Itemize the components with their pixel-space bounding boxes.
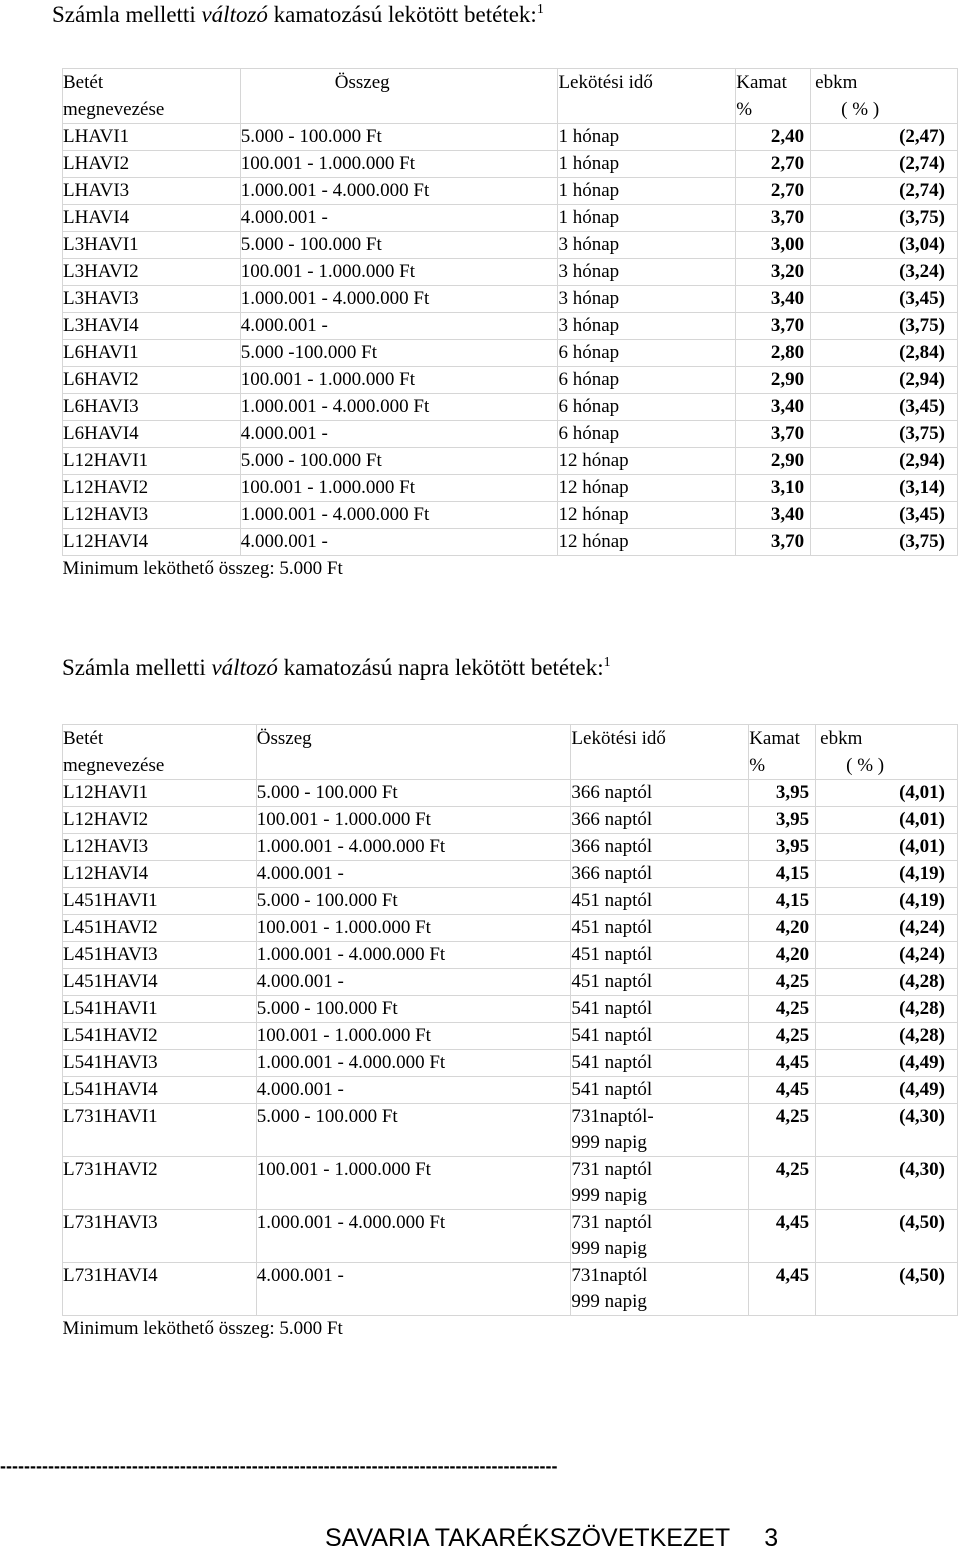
deposit-amount: 5.000 - 100.000 Ft <box>240 124 558 151</box>
table-row <box>63 834 958 861</box>
header-label: ( % ) <box>841 99 880 120</box>
term-from: 541 naptól <box>571 998 653 1019</box>
deposit-name: L6HAVI4 <box>63 421 241 448</box>
page-number: 3 <box>764 1524 779 1552</box>
deposit-name: L731HAVI4 <box>63 1263 257 1316</box>
interest-rate: 4,20 <box>749 942 816 969</box>
table-row <box>63 942 958 969</box>
header-label: megnevezése <box>63 99 165 120</box>
deposit-amount: 1.000.001 - 4.000.000 Ft <box>240 178 558 205</box>
ebkm-value: (3,45) <box>811 394 958 421</box>
header-label: Kamat <box>736 72 787 93</box>
term-from: 541 naptól <box>571 1079 653 1100</box>
interest-rate: 3,95 <box>749 807 816 834</box>
deposit-name: L451HAVI2 <box>63 915 257 942</box>
deposit-amount: 1.000.001 - 4.000.000 Ft <box>240 502 558 529</box>
deposit-name: L3HAVI3 <box>63 286 241 313</box>
header-ebkm <box>811 69 958 124</box>
separator-line: --------------------------------------------------------------------------------------------- <box>0 1456 558 1476</box>
deposit-amount: 4.000.001 - <box>256 1077 571 1104</box>
deposit-term <box>571 834 749 861</box>
interest-rate: 4,20 <box>749 915 816 942</box>
ebkm-value: (2,74) <box>811 151 958 178</box>
interest-rate: 3,95 <box>749 834 816 861</box>
ebkm-value: (4,01) <box>816 807 958 834</box>
deposit-name: L3HAVI2 <box>63 259 241 286</box>
deposit-amount: 4.000.001 - <box>256 969 571 996</box>
deposit-amount: 100.001 - 1.000.000 Ft <box>240 367 558 394</box>
deposit-term <box>571 1157 749 1210</box>
deposit-term: 3 hónap <box>558 232 736 259</box>
interest-rate: 3,95 <box>749 780 816 807</box>
table-row <box>63 1104 958 1157</box>
deposit-amount: 1.000.001 - 4.000.000 Ft <box>256 1210 571 1263</box>
minimum-row <box>63 1316 958 1343</box>
deposit-name: L451HAVI3 <box>63 942 257 969</box>
deposit-term: 3 hónap <box>558 259 736 286</box>
deposit-term <box>571 1077 749 1104</box>
deposit-amount: 100.001 - 1.000.000 Ft <box>256 1157 571 1210</box>
table-row <box>63 780 958 807</box>
ebkm-value: (3,75) <box>811 205 958 232</box>
table-row <box>63 861 958 888</box>
term-from: 451 naptól <box>571 971 653 992</box>
deposit-name: L12HAVI4 <box>63 529 241 556</box>
ebkm-value: (2,84) <box>811 340 958 367</box>
ebkm-value: (4,28) <box>816 1023 958 1050</box>
term-from: 366 naptól <box>571 782 653 803</box>
deposit-name: L6HAVI2 <box>63 367 241 394</box>
ebkm-value: (4,50) <box>816 1263 958 1316</box>
table-row <box>63 915 958 942</box>
interest-rate: 2,90 <box>736 367 811 394</box>
deposit-term <box>571 1263 749 1316</box>
deposit-amount: 4.000.001 - <box>256 861 571 888</box>
header-row <box>63 725 958 780</box>
header-label: Betét <box>63 72 104 93</box>
deposit-term: 12 hónap <box>558 502 736 529</box>
deposit-term <box>571 1050 749 1077</box>
deposit-amount: 1.000.001 - 4.000.000 Ft <box>256 942 571 969</box>
interest-rate: 3,10 <box>736 475 811 502</box>
deposit-term: 12 hónap <box>558 475 736 502</box>
deposit-term: 3 hónap <box>558 286 736 313</box>
table-row <box>63 313 958 340</box>
ebkm-value: (4,01) <box>816 834 958 861</box>
interest-rate: 4,25 <box>749 996 816 1023</box>
table-row <box>63 1050 958 1077</box>
deposit-name: L12HAVI1 <box>63 780 257 807</box>
deposit-term <box>571 1104 749 1157</box>
deposit-name: L12HAVI3 <box>63 502 241 529</box>
table-row <box>63 1077 958 1104</box>
deposit-amount: 5.000 - 100.000 Ft <box>256 780 571 807</box>
ebkm-value: (3,04) <box>811 232 958 259</box>
deposit-term: 1 hónap <box>558 124 736 151</box>
daily-deposit-table <box>62 724 958 1342</box>
term-to: 999 napig <box>571 1185 647 1206</box>
interest-rate: 4,15 <box>749 888 816 915</box>
header-amount: Összeg <box>256 725 571 780</box>
ebkm-value: (2,47) <box>811 124 958 151</box>
deposit-amount: 5.000 -100.000 Ft <box>240 340 558 367</box>
deposit-amount: 5.000 - 100.000 Ft <box>256 996 571 1023</box>
term-from: 731 naptól <box>571 1159 653 1180</box>
deposit-term <box>571 1023 749 1050</box>
deposit-name: L731HAVI3 <box>63 1210 257 1263</box>
title-emphasis: változó <box>201 2 268 27</box>
table-row <box>63 205 958 232</box>
ebkm-value: (2,74) <box>811 178 958 205</box>
deposit-term <box>571 780 749 807</box>
interest-rate: 2,70 <box>736 151 811 178</box>
table-row <box>63 421 958 448</box>
minimum-amount-note: Minimum leköthető összeg: 5.000 Ft <box>62 558 343 579</box>
deposit-term <box>571 861 749 888</box>
interest-rate: 3,20 <box>736 259 811 286</box>
term-from: 451 naptól <box>571 944 653 965</box>
deposit-term: 6 hónap <box>558 421 736 448</box>
interest-rate: 2,70 <box>736 178 811 205</box>
header-label: Kamat <box>749 728 800 749</box>
title-text: kamatozású napra lekötött betétek: <box>277 655 604 680</box>
company-name: SAVARIA TAKARÉKSZÖVETKEZET <box>325 1524 731 1552</box>
term-from: 366 naptól <box>571 836 653 857</box>
table-row <box>63 340 958 367</box>
term-from: 451 naptól <box>571 917 653 938</box>
table-row <box>63 178 958 205</box>
deposit-term: 6 hónap <box>558 340 736 367</box>
deposit-term: 12 hónap <box>558 448 736 475</box>
ebkm-value: (2,94) <box>811 367 958 394</box>
deposit-amount: 4.000.001 - <box>240 529 558 556</box>
deposit-term: 12 hónap <box>558 529 736 556</box>
fixed-deposit-table <box>62 68 958 582</box>
header-label: Betét <box>63 728 104 749</box>
ebkm-value: (3,75) <box>811 421 958 448</box>
interest-rate: 3,40 <box>736 394 811 421</box>
deposit-amount: 5.000 - 100.000 Ft <box>256 1104 571 1157</box>
header-label: % <box>736 99 753 120</box>
minimum-row <box>63 556 958 583</box>
ebkm-value: (3,75) <box>811 529 958 556</box>
deposit-amount: 100.001 - 1.000.000 Ft <box>256 915 571 942</box>
deposit-name: L12HAVI4 <box>63 861 257 888</box>
deposit-name: L541HAVI2 <box>63 1023 257 1050</box>
interest-rate: 2,80 <box>736 340 811 367</box>
title-emphasis: változó <box>211 655 278 680</box>
deposit-name: L451HAVI1 <box>63 888 257 915</box>
table-row <box>63 1210 958 1263</box>
table-row <box>63 1023 958 1050</box>
term-from: 366 naptól <box>571 863 653 884</box>
interest-rate: 4,45 <box>749 1263 816 1316</box>
deposit-amount: 100.001 - 1.000.000 Ft <box>256 1023 571 1050</box>
deposit-name: L731HAVI1 <box>63 1104 257 1157</box>
ebkm-value: (4,30) <box>816 1104 958 1157</box>
deposit-term: 6 hónap <box>558 394 736 421</box>
deposit-name: L541HAVI4 <box>63 1077 257 1104</box>
deposit-amount: 1.000.001 - 4.000.000 Ft <box>240 394 558 421</box>
deposit-name: L12HAVI3 <box>63 834 257 861</box>
deposit-amount: 1.000.001 - 4.000.000 Ft <box>256 1050 571 1077</box>
interest-rate: 3,00 <box>736 232 811 259</box>
table-row <box>63 969 958 996</box>
table-row <box>63 996 958 1023</box>
interest-rate: 4,25 <box>749 1104 816 1157</box>
ebkm-value: (4,28) <box>816 996 958 1023</box>
header-name <box>63 69 241 124</box>
table-row <box>63 286 958 313</box>
ebkm-value: (3,75) <box>811 313 958 340</box>
deposit-amount: 5.000 - 100.000 Ft <box>240 232 558 259</box>
deposit-term: 1 hónap <box>558 205 736 232</box>
header-amount: Összeg <box>240 69 558 124</box>
deposit-name: LHAVI2 <box>63 151 241 178</box>
deposit-name: L3HAVI4 <box>63 313 241 340</box>
deposit-term <box>571 915 749 942</box>
header-term: Lekötési idő <box>571 725 749 780</box>
header-term: Lekötési idő <box>558 69 736 124</box>
interest-rate: 4,45 <box>749 1050 816 1077</box>
section1-title <box>52 2 544 28</box>
table-row <box>63 475 958 502</box>
deposit-term <box>571 969 749 996</box>
deposit-term: 6 hónap <box>558 367 736 394</box>
deposit-name: L12HAVI2 <box>63 807 257 834</box>
table-row <box>63 529 958 556</box>
header-name <box>63 725 257 780</box>
header-row <box>63 69 958 124</box>
deposit-amount: 4.000.001 - <box>240 421 558 448</box>
title-text: Számla melletti <box>52 2 202 27</box>
table-row <box>63 124 958 151</box>
interest-rate: 3,70 <box>736 529 811 556</box>
interest-rate: 3,70 <box>736 205 811 232</box>
deposit-amount: 5.000 - 100.000 Ft <box>240 448 558 475</box>
deposit-amount: 100.001 - 1.000.000 Ft <box>256 807 571 834</box>
footnote-mark: 1 <box>603 655 611 670</box>
interest-rate: 2,40 <box>736 124 811 151</box>
deposit-name: L451HAVI4 <box>63 969 257 996</box>
table-row <box>63 151 958 178</box>
ebkm-value: (2,94) <box>811 448 958 475</box>
table-row <box>63 259 958 286</box>
interest-rate: 4,25 <box>749 1157 816 1210</box>
header-ebkm <box>816 725 958 780</box>
term-from: 731naptól <box>571 1265 648 1286</box>
deposit-name: L6HAVI3 <box>63 394 241 421</box>
deposit-name: L12HAVI1 <box>63 448 241 475</box>
deposit-term: 1 hónap <box>558 151 736 178</box>
ebkm-value: (4,50) <box>816 1210 958 1263</box>
deposit-name: L6HAVI1 <box>63 340 241 367</box>
term-from: 541 naptól <box>571 1025 653 1046</box>
deposit-term <box>571 888 749 915</box>
term-to: 999 napig <box>571 1132 647 1153</box>
ebkm-value: (4,49) <box>816 1050 958 1077</box>
interest-rate: 2,90 <box>736 448 811 475</box>
header-label: ebkm <box>820 728 863 749</box>
deposit-name: LHAVI1 <box>63 124 241 151</box>
table-row <box>63 448 958 475</box>
deposit-amount: 4.000.001 - <box>240 205 558 232</box>
deposit-amount: 100.001 - 1.000.000 Ft <box>240 259 558 286</box>
ebkm-value: (4,24) <box>816 942 958 969</box>
ebkm-value: (4,49) <box>816 1077 958 1104</box>
deposit-name: L12HAVI2 <box>63 475 241 502</box>
deposit-name: LHAVI3 <box>63 178 241 205</box>
header-rate <box>736 69 811 124</box>
deposit-name: L541HAVI1 <box>63 996 257 1023</box>
deposit-name: LHAVI4 <box>63 205 241 232</box>
minimum-amount-note: Minimum leköthető összeg: 5.000 Ft <box>62 1318 343 1339</box>
deposit-term <box>571 996 749 1023</box>
table-row <box>63 502 958 529</box>
table-row <box>63 1157 958 1210</box>
title-text: kamatozású lekötött betétek: <box>267 2 537 27</box>
term-from: 366 naptól <box>571 809 653 830</box>
deposit-term: 3 hónap <box>558 313 736 340</box>
deposit-amount: 100.001 - 1.000.000 Ft <box>240 151 558 178</box>
interest-rate: 4,15 <box>749 861 816 888</box>
ebkm-value: (4,19) <box>816 861 958 888</box>
table-row <box>63 394 958 421</box>
term-from: 731naptól- <box>571 1106 654 1127</box>
ebkm-value: (4,01) <box>816 780 958 807</box>
ebkm-value: (4,28) <box>816 969 958 996</box>
table-row <box>63 232 958 259</box>
deposit-name: L3HAVI1 <box>63 232 241 259</box>
deposit-term: 1 hónap <box>558 178 736 205</box>
ebkm-value: (3,45) <box>811 286 958 313</box>
term-to: 999 napig <box>571 1238 647 1259</box>
interest-rate: 3,70 <box>736 313 811 340</box>
ebkm-value: (3,14) <box>811 475 958 502</box>
title-text: Számla melletti <box>62 655 212 680</box>
ebkm-value: (4,30) <box>816 1157 958 1210</box>
deposit-term <box>571 1210 749 1263</box>
deposit-amount: 5.000 - 100.000 Ft <box>256 888 571 915</box>
footnote-mark: 1 <box>536 2 544 17</box>
interest-rate: 4,45 <box>749 1210 816 1263</box>
table-row <box>63 888 958 915</box>
term-from: 541 naptól <box>571 1052 653 1073</box>
interest-rate: 4,25 <box>749 969 816 996</box>
deposit-term <box>571 807 749 834</box>
term-from: 451 naptól <box>571 890 653 911</box>
deposit-amount: 1.000.001 - 4.000.000 Ft <box>256 834 571 861</box>
deposit-name: L731HAVI2 <box>63 1157 257 1210</box>
ebkm-value: (4,24) <box>816 915 958 942</box>
deposit-amount: 4.000.001 - <box>256 1263 571 1316</box>
table-row <box>63 1263 958 1316</box>
header-label: ebkm <box>815 72 858 93</box>
page-footer <box>325 1524 778 1553</box>
deposit-term <box>571 942 749 969</box>
deposit-amount: 1.000.001 - 4.000.000 Ft <box>240 286 558 313</box>
interest-rate: 3,40 <box>736 502 811 529</box>
header-label: ( % ) <box>846 755 885 776</box>
interest-rate: 3,70 <box>736 421 811 448</box>
deposit-amount: 100.001 - 1.000.000 Ft <box>240 475 558 502</box>
term-from: 731 naptól <box>571 1212 653 1233</box>
term-to: 999 napig <box>571 1291 647 1312</box>
deposit-name: L541HAVI3 <box>63 1050 257 1077</box>
interest-rate: 4,45 <box>749 1077 816 1104</box>
table-row <box>63 367 958 394</box>
table-row <box>63 807 958 834</box>
header-label: % <box>749 755 766 776</box>
section2-title <box>62 655 611 681</box>
ebkm-value: (4,19) <box>816 888 958 915</box>
interest-rate: 3,40 <box>736 286 811 313</box>
ebkm-value: (3,24) <box>811 259 958 286</box>
interest-rate: 4,25 <box>749 1023 816 1050</box>
deposit-amount: 4.000.001 - <box>240 313 558 340</box>
header-rate <box>749 725 816 780</box>
header-label: megnevezése <box>63 755 165 776</box>
ebkm-value: (3,45) <box>811 502 958 529</box>
